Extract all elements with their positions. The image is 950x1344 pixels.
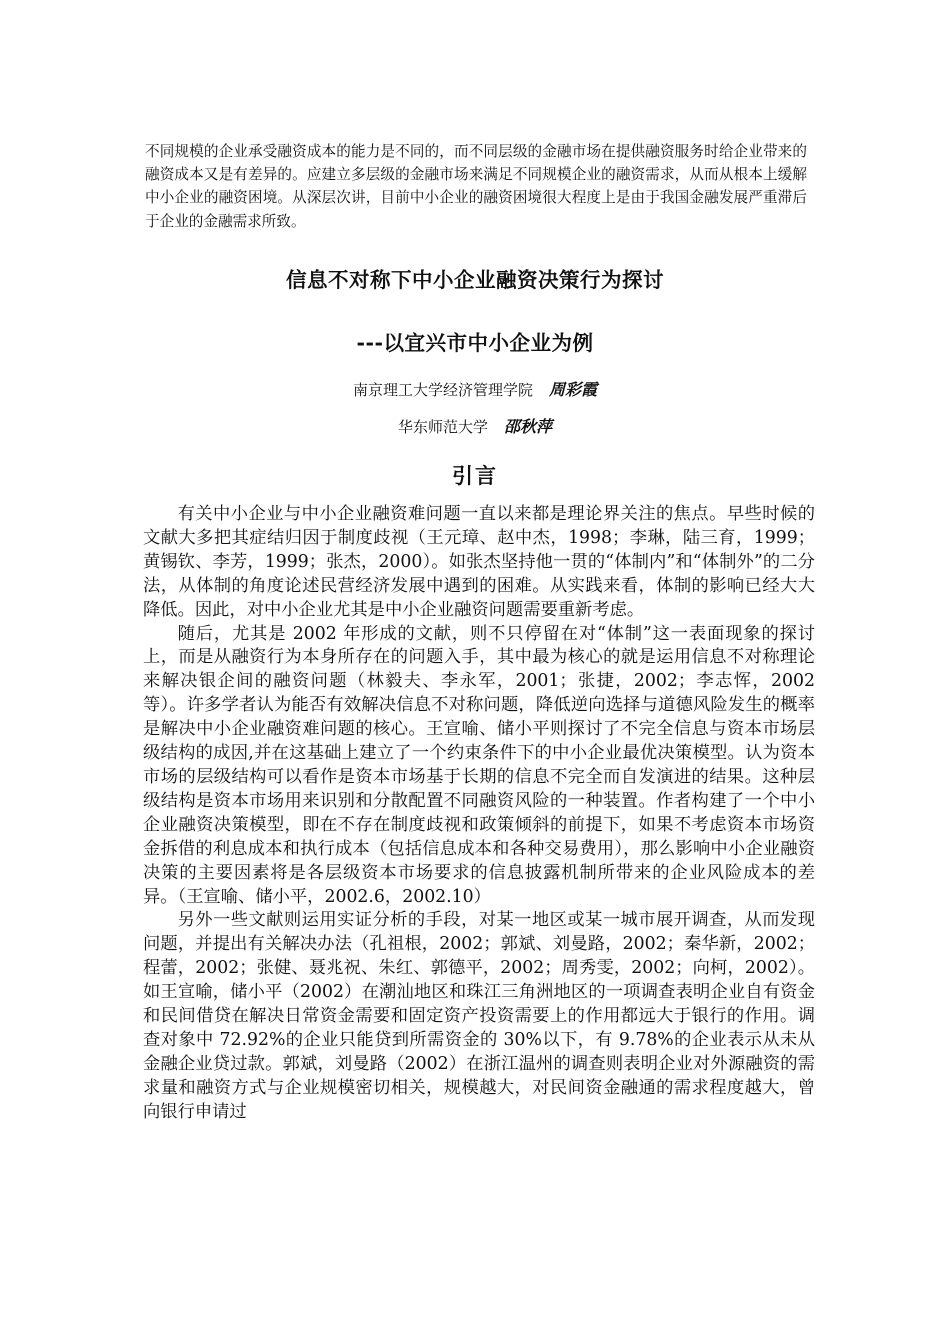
intro-paragraph: 不同规模的企业承受融资成本的能力是不同的，而不同层级的金融市场在提供融资服务时给企业带来的融资成本又是有差异的。应建立多层级的金融市场来满足不同规模企业的融资需求，从而从根本上缓解中小企业的融资困境。从深层次讲，目前中小企业的融资困境很大程度上是由于我国金融发展严重滞后于企业的金融需求所致。 bbox=[145, 143, 807, 230]
body-paragraph: 有关中小企业与中小企业融资难问题一直以来都是理论界关注的焦点。早些时候的文献大多把其症结归因于制度歧视（王元璋、赵中杰，1998；李琳，陆三育，1999；黄锡钦、李芳，1999；张杰，2000）。如张杰坚持他一贯的“体制内”和“体制外”的二分法，从体制的角度论述民营经济发展中遇到的困难。从实践来看，体制的影响已经大大降低。因此，对中小企业尤其是中小企业融资问题需要重新考虑。 bbox=[143, 504, 815, 620]
body-paragraph: 另外一些文献则运用实证分析的手段，对某一地区或某一城市展开调查，从而发现问题，并提出有关解决办法（孔祖根，2002；郭斌、刘曼路，2002；秦华新，2002；程蕾，2002；张健、聂兆祝、朱红、郭德平，2002；周秀雯，2002；向柯，2002）。如王宣喻，储小平（2002）在潮汕地区和珠江三角洲地区的一项调查表明企业自有资金和民间借贷在解决日常资金需要和固定资产投资需要上的作用都远大于银行的作用。调查对象中 72.92%的企业只能贷到所需资金的 30%以下，有 9.78%的企业表示从未从金融企业贷过款。郭斌，刘曼路（2002）在浙江温州的调查则表明企业对外源融资的需求量和融资方式与企业规模密切相关，规模越大，对民间资金融通的需求程度越大，曾向银行申请过 bbox=[143, 910, 815, 1122]
author-affiliation: 华东师范大学 bbox=[397, 418, 488, 436]
author-line-2 bbox=[0, 414, 950, 437]
author-name: 周彩霞 bbox=[549, 380, 598, 399]
section-heading: 引言 bbox=[452, 464, 498, 488]
paper-subtitle: ---以宜兴市中小企业为例 bbox=[356, 331, 594, 355]
body-paragraph: 随后，尤其是 2002 年形成的文献，则不只停留在对“体制”这一表面现象的探讨上，而是从融资行为本身所存在的问题入手，其中最为核心的就是运用信息不对称理论来解决银企间的融资问题（林毅夫、李永军，2001；张捷，2002；李志恽，2002 等）。许多学者认为能否有效解决信息不对称问题，降低逆向选择与道德风险发生的概率是解决中小企业融资难问题的核心。王宣喻、储小平则探讨了不完全信息与资本市场层级结构的成因,并在这基础上建立了一个约束条件下的中小企业最优决策模型。认为资本市场的层级结构可以看作是资本市场基于长期的信息不完全而自发演进的结果。这种层级结构是资本市场用来识别和分散配置不同融资风险的一种装置。作者构建了一个中小企业融资决策模型，即在不存在制度歧视和政策倾斜的前提下，如果不考虑资本市场资金拆借的利息成本和执行成本（包括信息成本和各种交易费用），那么影响中小企业融资决策的主要因素将是各层级资本市场要求的信息披露机制所带来的企业风险成本的差异。（王宣喻、储小平，2002.6，2002.10） bbox=[143, 623, 815, 907]
author-name: 邵秋萍 bbox=[504, 417, 553, 436]
author-affiliation: 南京理工大学经济管理学院 bbox=[352, 381, 533, 399]
paper-title: 信息不对称下中小企业融资决策行为探讨 bbox=[286, 268, 664, 292]
author-line-1 bbox=[0, 377, 950, 400]
section-body bbox=[143, 503, 815, 1125]
